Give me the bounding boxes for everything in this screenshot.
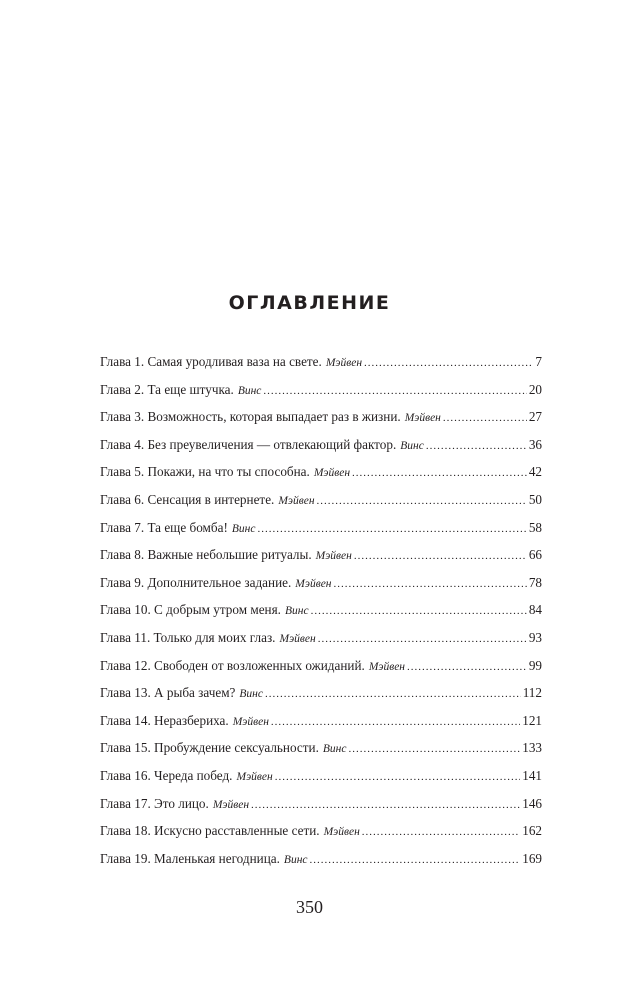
dot-leader: [265, 681, 521, 709]
dot-leader: [352, 460, 527, 488]
chapter-title: Глава 5. Покажи, на что ты способна.: [100, 464, 310, 480]
toc-entry[interactable]: [100, 596, 542, 624]
dot-leader: [354, 543, 527, 571]
chapter-page-number: 58: [528, 519, 542, 535]
chapter-narrator: Мэйвен: [295, 577, 332, 590]
chapter-title: Глава 15. Пробуждение сексуальности.: [100, 740, 319, 756]
dot-leader: [364, 350, 533, 378]
toc-entry[interactable]: [100, 817, 542, 845]
chapter-narrator: Винс: [400, 439, 424, 452]
chapter-narrator: Винс: [322, 743, 347, 756]
chapter-title: Глава 17. Это лицо.: [100, 795, 209, 811]
chapter-title: Глава 18. Искусно расставленные сети.: [100, 823, 320, 839]
chapter-narrator: Мэйвен: [323, 826, 360, 839]
dot-leader: [443, 405, 527, 433]
dot-leader: [334, 571, 527, 599]
toc-entry[interactable]: [100, 458, 542, 486]
dot-leader: [275, 764, 521, 792]
toc-entry[interactable]: [100, 734, 542, 762]
chapter-title: Глава 12. Свободен от возложенных ожиданий.: [100, 657, 365, 673]
dot-leader: [251, 792, 520, 820]
toc-entry[interactable]: [100, 486, 542, 514]
chapter-page-number: 146: [522, 795, 542, 811]
chapter-title: Глава 1. Самая уродливая ваза на свете.: [100, 354, 322, 369]
chapter-title: Глава 11. Только для моих глаз.: [100, 629, 276, 645]
chapter-title: Глава 19. Маленькая негодница.: [100, 850, 280, 866]
toc-entry[interactable]: [100, 348, 542, 376]
page-number: 350: [296, 897, 323, 917]
dot-leader: [318, 626, 527, 654]
chapter-page-number: 121: [522, 712, 542, 728]
chapter-title: Глава 8. Важные небольшие ритуалы.: [100, 547, 312, 563]
chapter-page-number: 133: [522, 740, 542, 756]
chapter-narrator: Винс: [284, 605, 309, 618]
toc-entry[interactable]: [100, 845, 542, 873]
chapter-page-number: 42: [528, 464, 542, 480]
dot-leader: [348, 736, 520, 764]
chapter-page-number: 84: [528, 602, 542, 618]
dot-leader: [311, 598, 527, 626]
chapter-page-number: 78: [528, 574, 542, 590]
toc-entry[interactable]: [100, 790, 542, 818]
chapter-title: Глава 10. С добрым утром меня.: [100, 602, 281, 618]
chapter-narrator: Мэйвен: [313, 467, 351, 480]
chapter-page-number: 112: [522, 685, 542, 701]
chapter-narrator: Винс: [283, 853, 308, 866]
toc-entry[interactable]: [100, 431, 542, 459]
chapter-page-number: 66: [528, 547, 542, 563]
chapter-narrator: Мэйвен: [325, 357, 363, 369]
toc-entry[interactable]: [100, 652, 542, 680]
chapter-page-number: 141: [522, 767, 542, 783]
toc-entry[interactable]: [100, 541, 542, 569]
dot-leader: [407, 654, 527, 682]
chapter-narrator: Мэйвен: [212, 798, 250, 811]
dot-leader: [426, 433, 527, 461]
chapter-narrator: Винс: [239, 688, 263, 701]
chapter-narrator: Винс: [237, 384, 262, 397]
chapter-title: Глава 16. Череда побед.: [100, 767, 233, 783]
chapter-title: Глава 9. Дополнительное задание.: [100, 574, 292, 590]
chapter-title: Глава 6. Сенсация в интернете.: [100, 491, 275, 507]
chapter-narrator: Мэйвен: [278, 494, 315, 507]
dot-leader: [263, 378, 526, 406]
table-of-contents: [100, 348, 542, 872]
toc-entry[interactable]: [100, 762, 542, 790]
chapter-narrator: Винс: [231, 522, 256, 535]
toc-entry[interactable]: [100, 569, 542, 597]
chapter-page-number: 93: [528, 629, 542, 645]
chapter-title: Глава 7. Та еще бомба!: [100, 519, 228, 535]
chapter-title: Глава 4. Без преувеличения — отвлекающий фактор.: [100, 436, 397, 452]
toc-entry[interactable]: [100, 403, 542, 431]
toc-entry[interactable]: [100, 707, 542, 735]
dot-leader: [257, 516, 526, 544]
chapter-title: Глава 3. Возможность, которая выпадает раз в жизни.: [100, 409, 401, 425]
toc-entry[interactable]: [100, 376, 542, 404]
dot-leader: [317, 488, 527, 516]
toc-entry[interactable]: [100, 679, 542, 707]
toc-entry[interactable]: [100, 624, 542, 652]
chapter-page-number: 36: [528, 436, 542, 452]
chapter-narrator: Мэйвен: [315, 550, 352, 563]
chapter-page-number: 27: [528, 409, 542, 425]
toc-entry[interactable]: [100, 514, 542, 542]
chapter-page-number: 169: [522, 850, 542, 866]
toc-title: ОГЛАВЛЕНИЕ: [228, 292, 391, 314]
chapter-narrator: Мэйвен: [236, 770, 273, 783]
chapter-page-number: 7: [535, 354, 542, 369]
chapter-title: Глава 2. Та еще штучка.: [100, 381, 234, 397]
chapter-page-number: 99: [528, 657, 542, 673]
chapter-narrator: Мэйвен: [368, 660, 406, 673]
dot-leader: [362, 819, 520, 847]
chapter-narrator: Мэйвен: [279, 632, 316, 645]
dot-leader: [310, 847, 521, 875]
chapter-title: Глава 14. Неразбериха.: [100, 712, 229, 728]
chapter-narrator: Мэйвен: [232, 715, 269, 728]
dot-leader: [271, 709, 520, 737]
chapter-narrator: Мэйвен: [404, 412, 441, 425]
chapter-page-number: 50: [528, 491, 542, 507]
chapter-page-number: 20: [528, 381, 542, 397]
chapter-page-number: 162: [522, 823, 542, 839]
chapter-title: Глава 13. А рыба зачем?: [100, 685, 236, 701]
